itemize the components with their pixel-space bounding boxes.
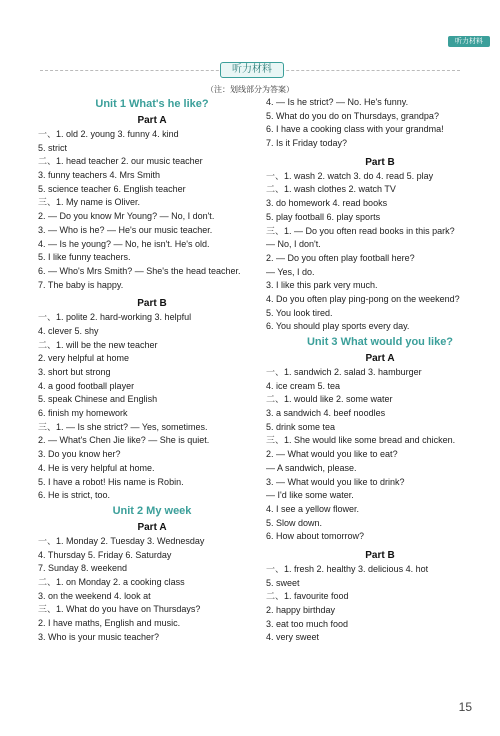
answer-line: — No, I don't.: [266, 239, 321, 250]
answer-line: 二、1. on Monday 2. a cooking class: [38, 576, 185, 587]
part-heading: Part B: [365, 549, 395, 561]
part-heading: Part A: [365, 353, 395, 364]
answer-line: 5. You look tired.: [266, 307, 333, 318]
answer-line: 7. The baby is happy.: [38, 279, 124, 290]
answer-line: 5. strict: [38, 142, 68, 153]
answer-line: 4. Do you often play ping-pong on the weekend?: [266, 293, 460, 304]
answer-line: 一、1. Monday 2. Tuesday 3. Wednesday: [38, 535, 205, 546]
answer-line: 3. Do you know her?: [38, 449, 121, 460]
right-column: [266, 96, 494, 645]
answer-line: 三、1. — Is she strict? — Yes, sometimes.: [38, 421, 208, 432]
answer-line: — A sandwich, please.: [266, 462, 357, 473]
answer-line: 6. He is strict, too.: [38, 490, 111, 501]
part-heading: Part A: [137, 115, 167, 126]
answer-line: 4. He is very helpful at home.: [38, 462, 155, 473]
unit-heading: Unit 1 What's he like?: [95, 98, 209, 110]
answer-line: 3. I like this park very much.: [266, 280, 378, 291]
answer-line: 二、1. favourite food: [266, 591, 349, 602]
section-tag: 听力材料: [448, 36, 490, 47]
answer-line: 4. a good football player: [38, 380, 135, 391]
answer-line: 4. very sweet: [266, 632, 320, 643]
answer-line: 三、1. She would like some bread and chicken.: [266, 435, 456, 446]
answer-line: 7. Sunday 8. weekend: [38, 563, 128, 574]
answer-line: 3. short but strong: [38, 367, 111, 377]
answer-line: 5. play football 6. play sports: [266, 211, 381, 222]
answer-line: 3. — What would you like to drink?: [266, 476, 405, 487]
answer-line: 4. — Is he strict? — No. He's funny.: [266, 97, 409, 107]
answer-note: （注：划线部分为答案）: [206, 85, 294, 94]
answer-line: 三、1. — Do you often read books in this park?: [266, 225, 455, 236]
page-number: 15: [458, 700, 472, 714]
answer-line: 2. — Do you know Mr Young? — No, I don't.: [38, 211, 215, 222]
answer-line: 一、1. fresh 2. healthy 3. delicious 4. hot: [266, 563, 429, 574]
answer-line: 4. — Is he young? — No, he isn't. He's old.: [38, 238, 210, 249]
answer-line: 2. — What would you like to eat?: [266, 449, 398, 460]
unit-heading: Unit 2 My week: [112, 504, 192, 517]
answer-line: 7. Is it Friday today?: [266, 138, 348, 149]
answer-line: 三、1. My name is Oliver.: [38, 197, 141, 208]
answer-line: 5. I have a robot! His name is Robin.: [38, 476, 184, 487]
answer-line: 6. You should play sports every day.: [266, 321, 410, 332]
answer-line: 2. happy birthday: [266, 605, 336, 615]
answer-line: 2. very helpful at home: [38, 353, 130, 364]
answer-line: 4. ice cream 5. tea: [266, 380, 341, 391]
answer-line: 5. I like funny teachers.: [38, 252, 131, 263]
answer-line: 2. — What's Chen Jie like? — She is quiet.: [38, 435, 210, 446]
answer-line: 二、1. head teacher 2. our music teacher: [38, 156, 203, 167]
answer-line: 4. I see a yellow flower.: [266, 503, 360, 514]
answer-line: 3. funny teachers 4. Mrs Smith: [38, 170, 161, 181]
answer-line: 一、1. polite 2. hard-working 3. helpful: [38, 312, 192, 323]
answer-line: 5. Slow down.: [266, 517, 323, 528]
answer-line: 6. — Who's Mrs Smith? — She's the head teacher.: [38, 265, 241, 276]
answer-line: 二、1. would like 2. some water: [266, 394, 393, 405]
answer-line: 三、1. What do you have on Thursdays?: [38, 604, 201, 615]
answer-line: 2. — Do you often play football here?: [266, 252, 415, 263]
answer-line: 一、1. wash 2. watch 3. do 4. read 5. play: [266, 170, 434, 181]
answer-line: 5. drink some tea: [266, 421, 336, 432]
part-heading: Part B: [365, 156, 395, 168]
answer-line: 3. a sandwich 4. beef noodles: [266, 408, 386, 419]
answer-line: 3. — Who is he? — He's our music teacher.: [38, 224, 213, 235]
answer-line: — I'd like some water.: [266, 490, 354, 501]
answer-line: 6. How about tomorrow?: [266, 531, 365, 542]
answer-line: 5. What do you do on Thursdays, grandpa?: [266, 110, 439, 121]
answer-line: 一、1. sandwich 2. salad 3. hamburger: [266, 367, 422, 377]
part-heading: Part A: [137, 521, 167, 533]
section-banner: 听力材料: [220, 62, 284, 78]
answer-line: 5. speak Chinese and English: [38, 394, 158, 405]
answer-line: 二、1. will be the new teacher: [38, 339, 158, 350]
answer-line: 5. science teacher 6. English teacher: [38, 183, 186, 194]
answer-line: 2. I have maths, English and music.: [38, 618, 181, 628]
answer-line: 4. Thursday 5. Friday 6. Saturday: [38, 549, 172, 560]
answer-line: 3. eat too much food: [266, 618, 349, 629]
answer-line: 二、1. wash clothes 2. watch TV: [266, 184, 396, 195]
answer-line: — Yes, I do.: [266, 266, 315, 277]
answer-line: 3. Who is your music teacher?: [38, 631, 160, 642]
unit-heading: Unit 3 What would you like?: [306, 336, 454, 348]
answer-line: 6. I have a cooking class with your grandma!: [266, 124, 444, 135]
answer-line: 5. sweet: [266, 577, 300, 588]
part-heading: Part B: [137, 298, 167, 310]
answer-line: 3. do homework 4. read books: [266, 198, 388, 209]
left-column: [38, 96, 266, 644]
answer-line: 一、1. old 2. young 3. funny 4. kind: [38, 129, 179, 139]
answer-line: 3. on the weekend 4. look at: [38, 590, 151, 601]
answer-line: 6. finish my homework: [38, 408, 128, 419]
answer-line: 4. clever 5. shy: [38, 325, 99, 336]
